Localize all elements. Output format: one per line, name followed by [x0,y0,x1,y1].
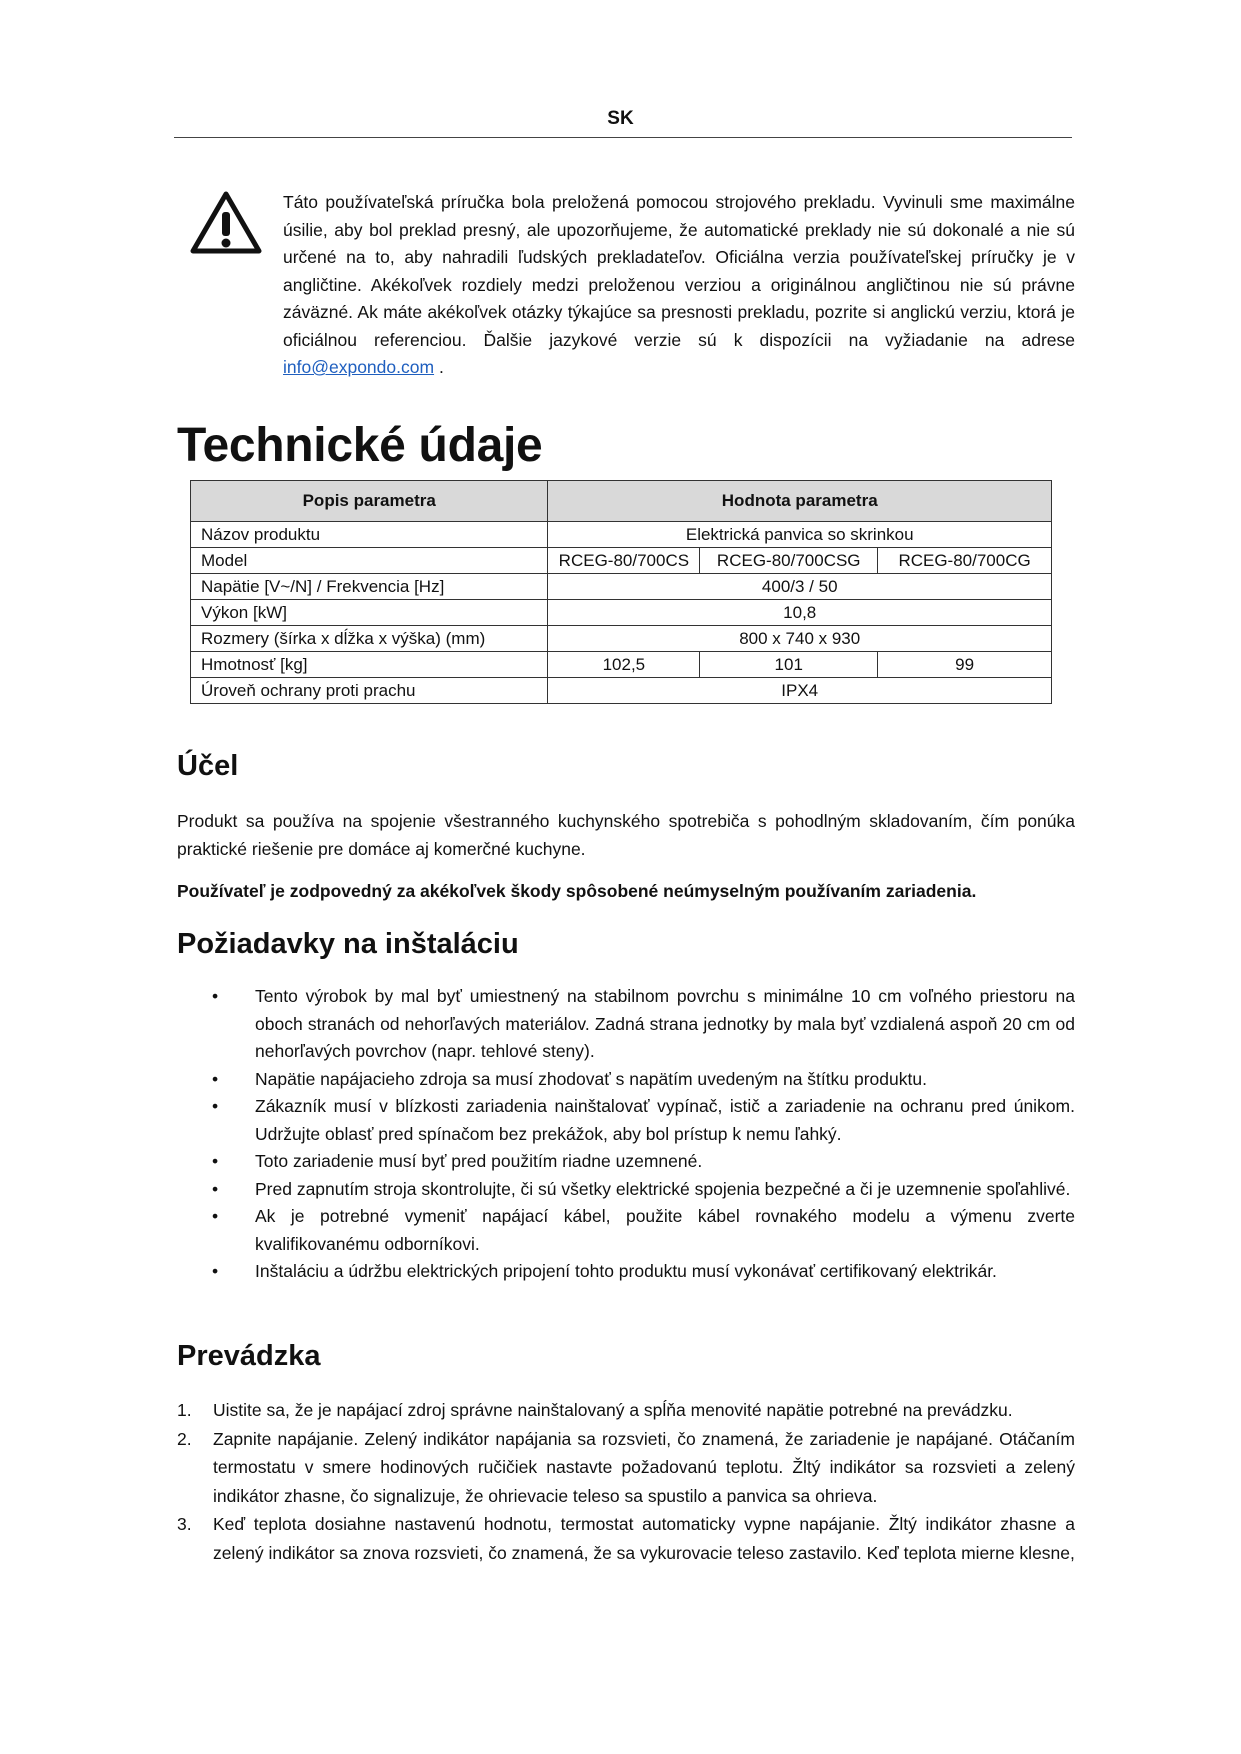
list-item-text: Tento výrobok by mal byť umiestnený na stabilnom povrchu s minimálne 10 cm voľného priestoru na oboch stranách od nehorľavých materiálov. Zadná strana jednotky by mala byť vzdialená aspoň 20 cm od nehorľavých povrchov (napr. tehlové steny). [255,986,1075,1061]
warning-icon [190,190,262,254]
list-item [177,1176,1075,1204]
table-row [191,600,1052,626]
list-item [177,1066,1075,1094]
row-label: Napätie [V~/N] / Frekvencia [Hz] [191,574,548,600]
step-text: Keď teplota dosiahne nastavenú hodnotu, termostat automaticky vypne napájanie. Žltý indikátor zhasne a zelený indikátor sa znova rozsvieti, čo znamená, že sa vykurovacie teleso zastavilo. Keď teplota mierne klesne, [213,1514,1075,1563]
step-text: Zapnite napájanie. Zelený indikátor napájania sa rozsvieti, čo znamená, že zariadenie je napájané. Otáčaním termostatu v smere hodinových ručičiek nastavte požadovanú teplotu. Žltý indikátor sa rozsvieti a zelený indikátor zhasne, čo signalizuje, že ohrievacie teleso sa spustilo a panvica sa ohrieva. [213,1428,1075,1506]
table-row [191,522,1052,548]
install-title: Požiadavky na inštaláciu [177,928,519,960]
list-item-text: Inštaláciu a údržbu elektrických pripojení tohto produktu musí vykonávať certifikovaný elektrikár. [255,1261,997,1281]
step-item [177,1425,1075,1511]
row-value: 99 [878,652,1052,678]
table-row [191,574,1052,600]
table-row [191,652,1052,678]
row-value: 101 [700,652,878,678]
purpose-text: Produkt sa používa na spojenie všestranného kuchynského spotrebiča s pohodlným skladovaním, čím ponúka praktické riešenie pre domáce aj komerčné kuchyne. [177,811,1075,859]
table-row [191,678,1052,704]
row-label: Rozmery (šírka x dĺžka x výška) (mm) [191,626,548,652]
step-text: Uistite sa, že je napájací zdroj správne nainštalovaný a spĺňa menovité napätie potrebné na prevádzku. [213,1400,1013,1420]
row-value: RCEG-80/700CSG [700,548,878,574]
list-item [177,1093,1075,1148]
bullet: • [212,1068,219,1089]
list-item-text: Pred zapnutím stroja skontrolujte, či sú všetky elektrické spojenia bezpečné a či je uzemnenie spoľahlivé. [255,1178,1071,1199]
bullet: • [212,1261,219,1281]
list-item [177,1258,1075,1286]
row-label: Model [191,548,548,574]
list-item [177,1148,1075,1176]
step-number: 3. [177,1514,192,1534]
step-item [177,1396,1075,1425]
step-number: 1. [177,1400,192,1420]
bullet: • [212,1151,219,1171]
notice-text: Táto používateľská príručka bola preložená pomocou strojového prekladu. Vyvinuli sme maximálne úsilie, aby bol preklad presný, ale upozorňujeme, že automatické preklady nie sú dokonalé a nie sú určené na to, aby nahradili ľudských prekladateľov. Oficiálna verzia používateľskej príručky je v angličtine. Akékoľvek rozdiely medzi preloženou verziou a originálnou angličtinou nie sú právne záväzné. Ak máte akékoľvek otázky týkajúce sa presnosti prekladu, pozrite si anglickú verziu, ktorá je oficiálnou referenciou. Ďalšie jazykové verzie sú k dispozícii na vyžiadanie na adrese [283,192,1075,350]
row-label: Výkon [kW] [191,600,548,626]
notice-end: . [438,357,444,377]
tech-title: Technické údaje [177,419,543,472]
row-value: RCEG-80/700CG [878,548,1052,574]
contact-email-link[interactable]: info@expondo.com [283,357,435,377]
translation-notice [283,189,1075,382]
purpose-title: Účel [177,750,239,782]
table-row [191,548,1052,574]
row-value: RCEG-80/700CS [548,548,700,574]
bullet: • [212,1096,219,1116]
list-item [177,983,1075,1066]
row-label: Názov produktu [191,522,548,548]
list-item-text: Toto zariadenie musí byť pred použitím riadne uzemnené. [255,1151,703,1171]
row-value: Elektrická panvica so skrinkou [548,522,1052,548]
step-number: 2. [177,1428,192,1449]
install-list [177,983,1075,1286]
bullet: • [212,986,219,1006]
row-label: Úroveň ochrany proti prachu [191,678,548,704]
row-value: 400/3 / 50 [548,574,1052,600]
list-item-text: Napätie napájacieho zdroja sa musí zhodovať s napätím uvedeným na štítku produktu. [255,1068,927,1089]
operation-title: Prevádzka [177,1340,321,1372]
step-item [177,1510,1075,1567]
row-value: 800 x 740 x 930 [548,626,1052,652]
bullet: • [212,1178,219,1199]
spec-table [190,480,1052,704]
row-value: 102,5 [548,652,700,678]
header-value: Hodnota parametra [548,481,1052,522]
header-divider [174,137,1072,138]
list-item-text: Zákazník musí v blízkosti zariadenia nainštalovať vypínač, istič a zariadenie na ochranu pred únikom. Udržujte oblasť pred spínačom bez prekážok, aby bol prístup k nemu ľahký. [255,1096,1075,1144]
table-header-row [191,481,1052,522]
row-label: Hmotnosť [kg] [191,652,548,678]
list-item-text: Ak je potrebné vymeniť napájací kábel, použite kábel rovnakého modelu a výmenu zverte kvalifikovanému odborníkovi. [255,1206,1075,1254]
row-value: 10,8 [548,600,1052,626]
purpose-warning: Používateľ je zodpovedný za akékoľvek škody spôsobené neúmyselným používaním zariadenia. [177,881,977,901]
header-param: Popis parametra [191,481,548,522]
table-row [191,626,1052,652]
operation-steps [177,1396,1075,1567]
row-value: IPX4 [548,678,1052,704]
list-item [177,1203,1075,1258]
bullet: • [212,1206,219,1226]
language-code: SK [607,108,634,129]
